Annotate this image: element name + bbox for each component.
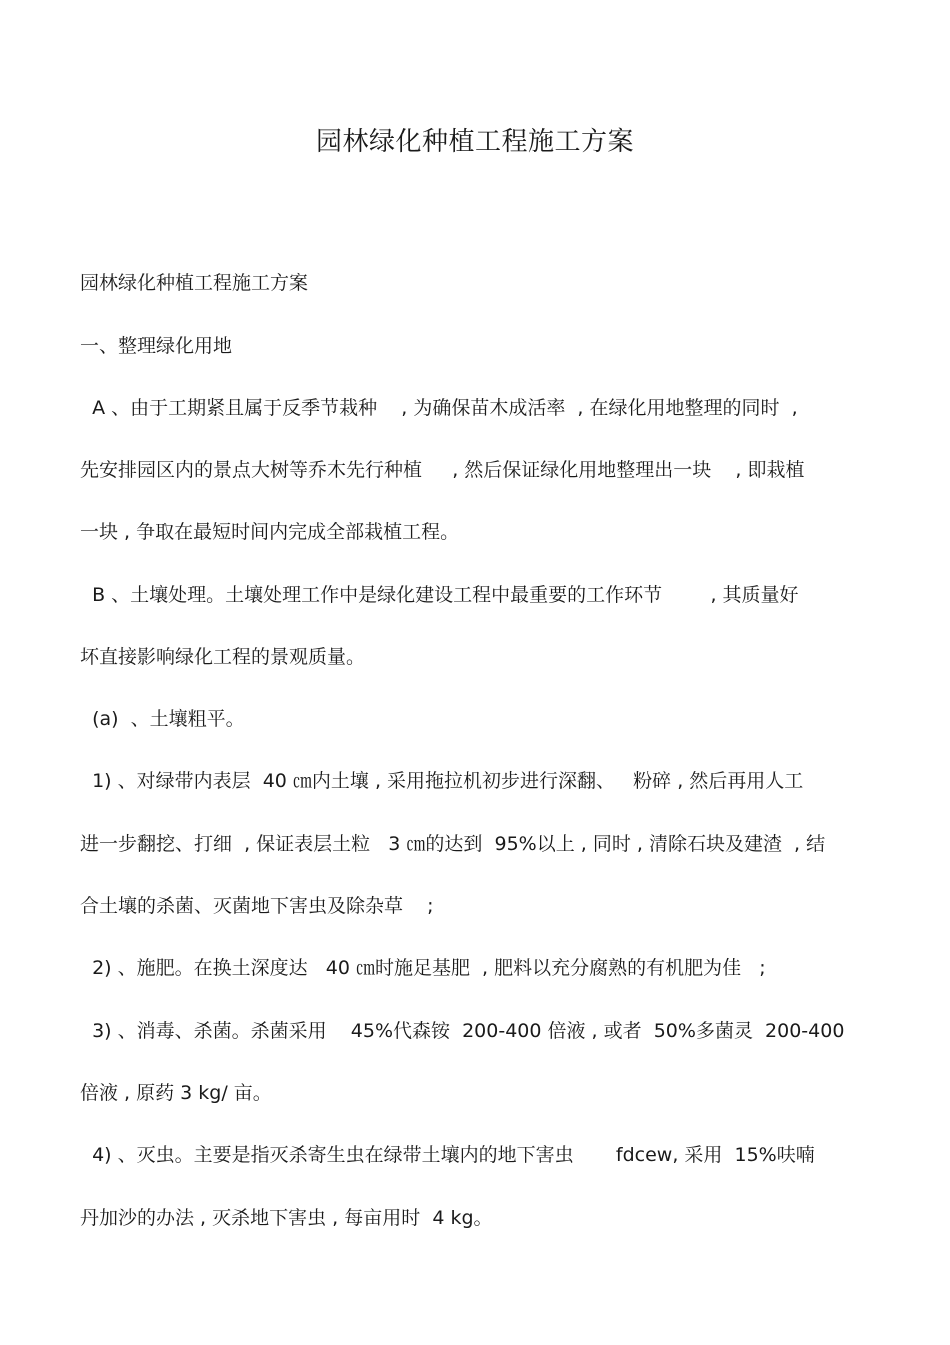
paragraph-line: (a) 、土壤粗平。 [80,708,245,730]
paragraph-line: 3) 、消毒、杀菌。杀菌采用 45%代森铵 200-400 倍液 , 或者 50%多菌灵 200-400 [80,1020,845,1042]
paragraph-line: 2) 、施肥。在换土深度达 40 ㎝时施足基肥 , 肥料以充分腐熟的有机肥为佳 ; [80,957,766,979]
paragraph-line: 进一步翻挖、打细 , 保证表层土粒 3 ㎝的达到 95%以上 , 同时 , 清除石块及建渣 , 结 [80,833,826,855]
paragraph-line: 合土壤的杀菌、灭菌地下害虫及除杂草 ; [80,895,434,917]
paragraph-line: 坏直接影响绿化工程的景观质量。 [80,646,366,668]
paragraph-line: 1) 、对绿带内表层 40 ㎝内土壤 , 采用拖拉机初步进行深翻、 粉碎 , 然后再用人工 [80,770,804,792]
document-title: 园林绿化种植工程施工方案 [315,127,634,157]
paragraph-line: 倍液 , 原药 3 kg/ 亩。 [80,1082,272,1104]
paragraph-line: 先安排园区内的景点大树等乔木先行种植 , 然后保证绿化用地整理出一块 , 即栽植 [80,459,805,481]
subsection-heading: 一、整理绿化用地 [80,335,233,357]
paragraph-line: A 、由于工期紧且属于反季节栽种 , 为确保苗木成活率 , 在绿化用地整理的同时 , [80,397,798,419]
section-heading: 园林绿化种植工程施工方案 [80,272,309,294]
paragraph-line: 一块 , 争取在最短时间内完成全部栽植工程。 [80,521,460,543]
paragraph-line: 丹加沙的办法 , 灭杀地下害虫 , 每亩用时 4 kg。 [80,1207,493,1229]
paragraph-line: 4) 、灭虫。主要是指灭杀寄生虫在绿带土壤内的地下害虫 fdcew, 采用 15%呋喃 [80,1144,815,1166]
paragraph-line: B 、土壤处理。土壤处理工作中是绿化建设工程中最重要的工作环节 , 其质量好 [80,584,799,606]
